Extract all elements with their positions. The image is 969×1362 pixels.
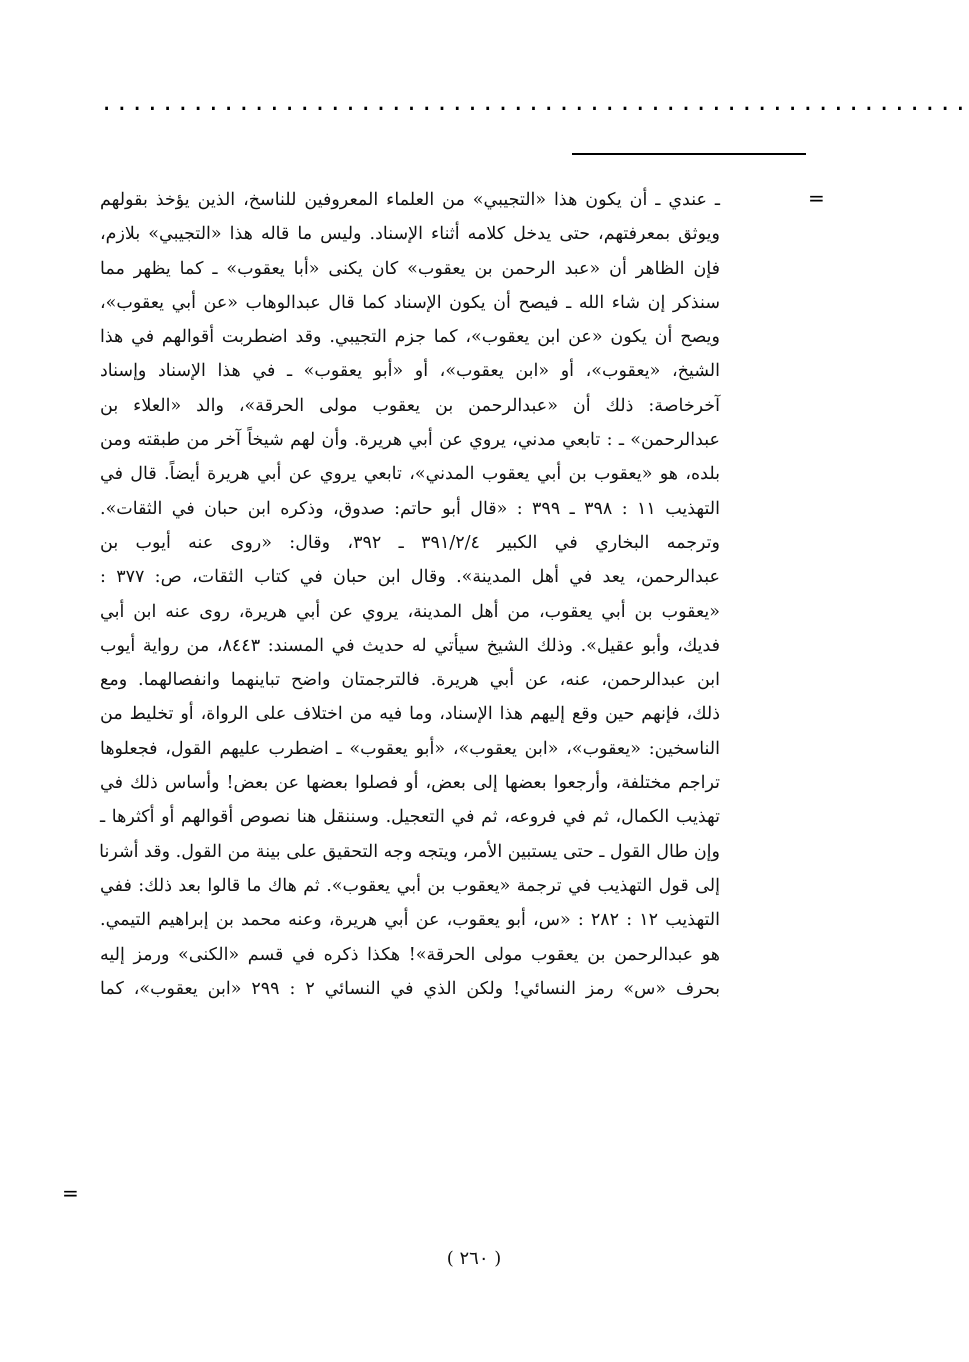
text-line: ويوثق بمعرفتهم، حتى يدخل كلامه أثناء الإسناد. وليس ما قاله هذا «التجيبي» بلازم،	[100, 224, 720, 245]
dotted-separator: .........................................................	[100, 91, 969, 116]
text-line: تراجم مختلفة، وأرجعوا بعضها إلى بعض، أو فصلوا بعضها عن بعض! وأساس ذلك في	[100, 773, 720, 794]
text-line: الشيخ، «يعقوب»، أو «ابن يعقوب»، أو «أبو يعقوب» ـ في هذا الإسناد وإسناد	[100, 361, 720, 382]
footnote-rule	[572, 153, 806, 155]
text-line: عبدالرحمن» ـ : تابعي مدني، يروي عن أبي هريرة. وأن لهم شيخاً آخر من طبقته ومن	[100, 430, 720, 451]
text-line: ويصح أن يكون «عن ابن يعقوب»، كما جزم التجيبي. وقد اضطربت أقوالهم في هذا	[100, 327, 720, 348]
text-line: بحرف «س» رمز النسائي! ولكن الذي في النسائي ٢ : ٢٩٩ «ابن يعقوب»، كما	[100, 978, 720, 999]
text-line: سنذكر إن شاء الله ـ فيصح أن يكون الإسناد كما قال عبدالوهاب «عن أبي يعقوب»،	[100, 292, 720, 313]
continuation-mark-bottom: =	[62, 1181, 79, 1205]
page-number: ( ٢٦٠ )	[446, 1248, 502, 1269]
text-line: ذلك، فإنهم حين وقع إليهم هذا الإسناد، وما فيه من اختلاف على الرواة، أو تخليط من	[100, 704, 720, 725]
text-line: فإن الظاهر أن «عبد الرحمن بن يعقوب» كان يكنى «أبا يعقوب» ـ كما يظهر مما	[100, 258, 720, 279]
text-line: وترجمه البخاري في الكبير ٣٩١/٢/٤ ـ ٣٩٢، وقال: «روى عنه أيوب بن	[100, 532, 720, 553]
text-line: التهذيب ١٢ : ٢٨٢ : «س، أبو يعقوب، عن أبي هريرة، وعنه محمد بن إبراهيم التيمي.	[100, 910, 720, 931]
text-line: تهذيب الكمال، ثم في فروعه، ثم في التعجيل. وسننقل هنا نصوص أقوالهم أو أكثرها ـ	[100, 807, 720, 828]
text-line: بلده، هو «يعقوب بن أبي يعقوب المدني»، تابعي يروي عن أبي هريرة أيضاً. قال في	[100, 464, 720, 485]
text-line: عبدالرحمن، يعد في أهل المدينة». وقال ابن حبان في كتاب الثقات، ص: ٣٧٧ :	[100, 567, 720, 588]
text-line: فديك، وأبو عقيل». وذلك الشيخ سيأتي له حديث في المسند: ٨٤٤٣، من رواية أيوب	[100, 635, 720, 656]
text-line: هو عبدالرحمن بن يعقوب مولى الحرقة»! هكذا ذكره في قسم «الكنى» ورمز إليه	[100, 944, 720, 965]
text-line: ابن عبدالرحمن، عنه، عن أبي هريرة. فالترجمتان واضح تباينهما وانفصالهما. ومع	[100, 670, 720, 691]
text-line: وإن طال القول ـ حتى يستبين الأمر، ويتجه وجه التحقيق على بينة من القول. وقد أشرنا	[99, 841, 720, 862]
continuation-mark-top: =	[808, 186, 825, 210]
text-line: إلى قول التهذيب في ترجمة «يعقوب بن أبي يعقوب». ثم هاك ما قالوا بعد ذلك: ففي	[100, 875, 720, 896]
text-line: التهذيب ١١ : ٣٩٨ ـ ٣٩٩ : «قال أبو حاتم: صدوق، وذكره ابن حبان في الثقات».	[100, 498, 720, 519]
text-line: ـ عندي ـ أن يكون هذا «التجيبي» من العلماء المعروفين للناسخ، الذين يؤخذ بقولهم	[100, 190, 720, 210]
footnote-text	[100, 183, 720, 1006]
text-line: «يعقوب بن أبي يعقوب، من أهل المدينة، يروي عن أبي هريرة، روى عنه ابن أبي	[100, 601, 720, 622]
text-line: آخرخاصة: ذلك أن «عبدالرحمن بن يعقوب مولى الحرقة»، والد «العلاء بن	[100, 395, 720, 416]
text-line: الناسخين: «يعقوب»، «ابن يعقوب»، «أبو يعقوب» ـ اضطرب عليهم القول، فجعلوها	[100, 738, 720, 759]
